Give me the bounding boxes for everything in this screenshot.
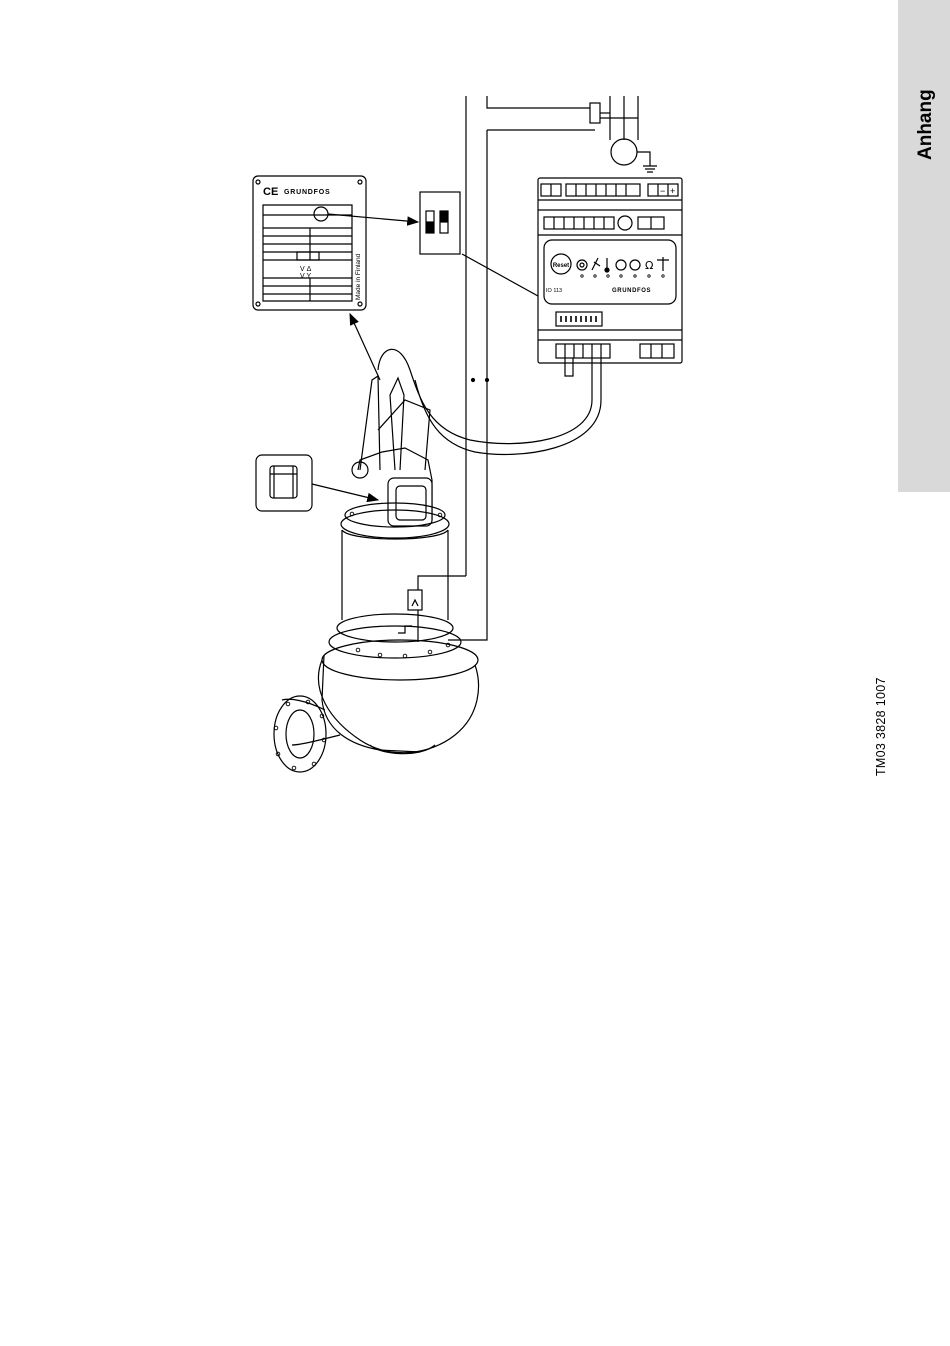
side-tab-label: Anhang	[915, 89, 936, 160]
nameplate-voltage-star: V Y	[300, 273, 312, 280]
switch-leader-line	[462, 254, 538, 296]
contactor	[590, 96, 638, 140]
connector-arrow	[312, 484, 378, 500]
nameplate-ce-mark: CE	[263, 186, 279, 198]
io113-controller	[538, 178, 682, 376]
controller-brand: GRUNDFOS	[612, 288, 652, 294]
controller-model: IO 113	[546, 288, 563, 294]
connector-detail	[256, 455, 312, 511]
nameplate-voltage-delta: V Δ	[300, 266, 312, 273]
nameplate-origin: Made in Finland	[355, 253, 362, 300]
sensor-cable	[378, 349, 601, 454]
motor-symbol	[611, 139, 657, 172]
controller-terminal-plus: +	[670, 186, 676, 196]
dip-switch-detail	[420, 192, 460, 254]
nameplate-brand: GRUNDFOS	[284, 189, 331, 196]
resistance-icon: Ω	[645, 259, 654, 272]
figure-reference: TM03 3828 1007	[874, 677, 888, 776]
reset-button-label: Reset	[552, 263, 570, 269]
controller-terminal-minus: −	[660, 186, 666, 196]
submersible-pump	[274, 376, 478, 772]
pump-to-nameplate-arrow	[350, 314, 380, 380]
